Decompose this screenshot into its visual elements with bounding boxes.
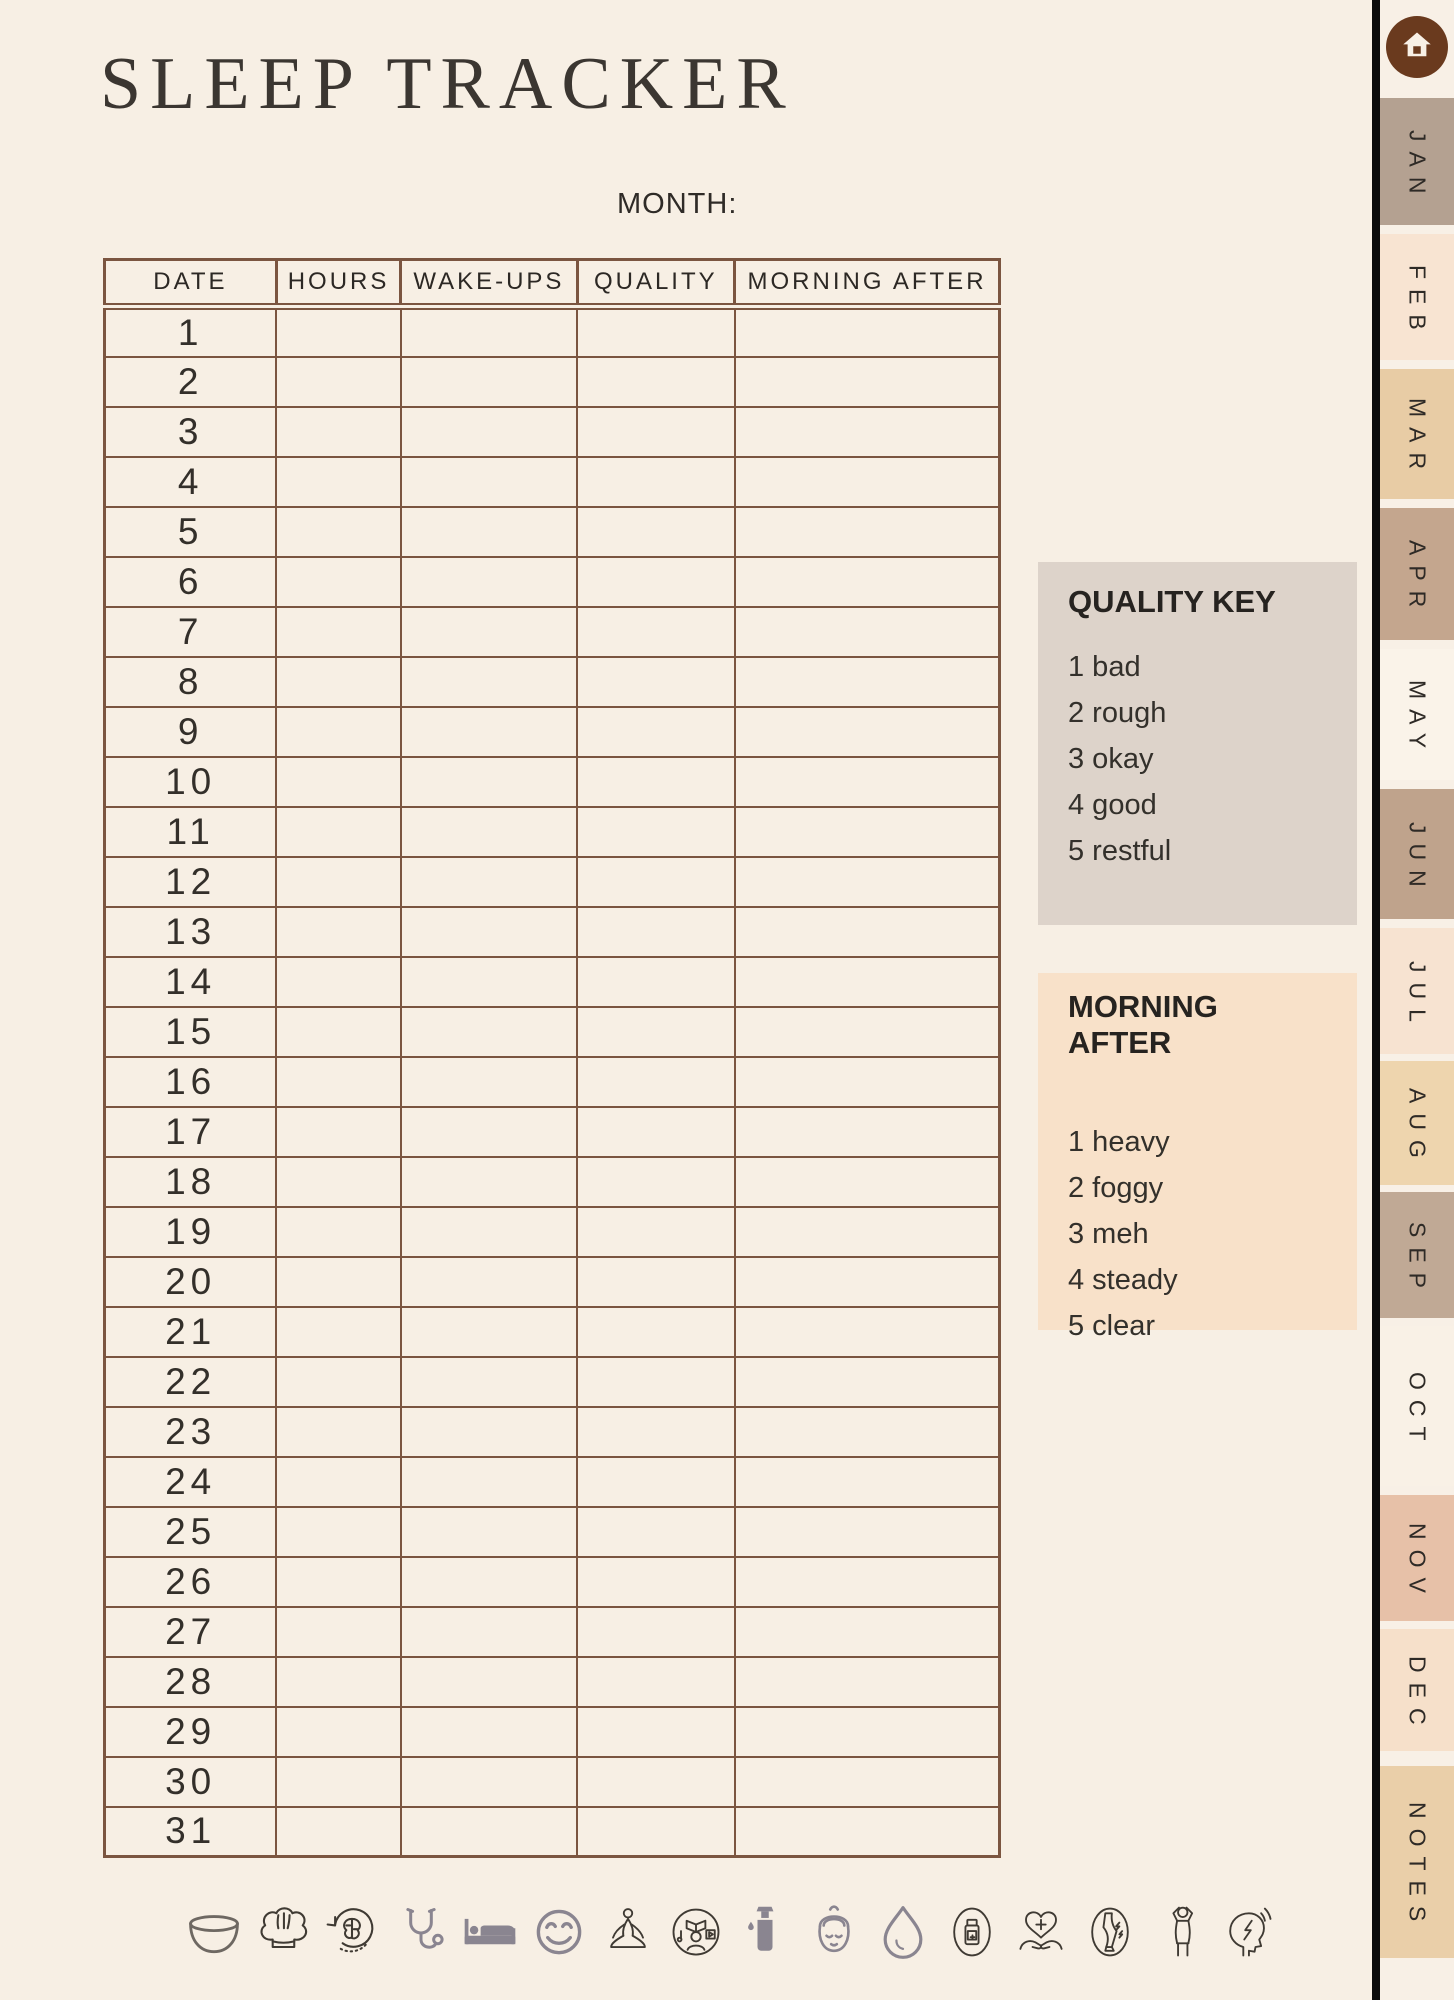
hours-cell[interactable] [276, 1507, 400, 1557]
hours-cell[interactable] [276, 757, 400, 807]
wakeups-cell[interactable] [401, 657, 577, 707]
wakeups-cell[interactable] [401, 1807, 577, 1857]
date-cell: 8 [105, 657, 277, 707]
tab-label: OCT [1404, 1371, 1431, 1451]
head-lightning-icon[interactable] [1217, 1899, 1279, 1965]
date-cell: 20 [105, 1257, 277, 1307]
hours-cell[interactable] [276, 1707, 400, 1757]
morning-after-cell[interactable] [735, 1557, 1000, 1607]
bed-icon[interactable] [459, 1899, 521, 1965]
col-header-date: DATE [105, 260, 277, 307]
hours-cell[interactable] [276, 557, 400, 607]
quality-cell[interactable] [577, 857, 735, 907]
date-cell: 13 [105, 907, 277, 957]
quality-key-item: 4 good [1068, 789, 1157, 821]
sidebar-tab-apr[interactable] [1380, 508, 1454, 640]
quality-cell[interactable] [577, 1057, 735, 1107]
tab-label: SEP [1404, 1221, 1431, 1299]
sidebar-tab-notes[interactable] [1380, 1766, 1454, 1958]
hours-cell[interactable] [276, 1157, 400, 1207]
quality-cell[interactable] [577, 1207, 735, 1257]
quality-cell[interactable] [577, 1807, 735, 1857]
wakeups-cell[interactable] [401, 1057, 577, 1107]
quality-cell[interactable] [577, 1707, 735, 1757]
hours-cell[interactable] [276, 857, 400, 907]
table-row [105, 957, 1000, 1007]
hours-cell[interactable] [276, 1357, 400, 1407]
hours-cell[interactable] [276, 1807, 400, 1857]
hours-cell[interactable] [276, 1107, 400, 1157]
quality-cell[interactable] [577, 607, 735, 657]
table-row [105, 357, 1000, 407]
col-header-wakeups: WAKE-UPS [401, 260, 577, 307]
table-row [105, 757, 1000, 807]
serum-dropper-icon[interactable] [734, 1899, 796, 1965]
morning-after-cell[interactable] [735, 1807, 1000, 1857]
quality-cell[interactable] [577, 657, 735, 707]
table-row [105, 1307, 1000, 1357]
table-row [105, 1757, 1000, 1807]
wakeups-cell[interactable] [401, 407, 577, 457]
date-cell: 16 [105, 1057, 277, 1107]
morning-after-cell[interactable] [735, 1407, 1000, 1457]
morning-after-cell[interactable] [735, 1207, 1000, 1257]
sidebar-tab-oct[interactable] [1380, 1326, 1454, 1486]
hours-cell[interactable] [276, 407, 400, 457]
wakeups-cell[interactable] [401, 907, 577, 957]
wakeups-cell[interactable] [401, 1107, 577, 1157]
wakeups-cell[interactable] [401, 1407, 577, 1457]
quality-cell[interactable] [577, 407, 735, 457]
date-cell: 14 [105, 957, 277, 1007]
date-cell: 18 [105, 1157, 277, 1207]
tab-label: FEB [1404, 264, 1431, 340]
quality-cell[interactable] [577, 907, 735, 957]
spa-face-icon[interactable] [803, 1899, 865, 1965]
table-row [105, 1257, 1000, 1307]
date-cell: 27 [105, 1607, 277, 1657]
quality-cell[interactable] [577, 507, 735, 557]
table-row [105, 1207, 1000, 1257]
wakeups-cell[interactable] [401, 957, 577, 1007]
wellness-media-icon[interactable] [665, 1899, 727, 1965]
sidebar-tab-feb[interactable] [1380, 234, 1454, 360]
morning-after-cell[interactable] [735, 657, 1000, 707]
morning-after-cell[interactable] [735, 607, 1000, 657]
table-row [105, 1407, 1000, 1457]
sleep-table-body [105, 307, 1000, 1857]
leg-pain-icon[interactable] [1079, 1899, 1141, 1965]
quality-key-item: 3 okay [1068, 743, 1154, 775]
wakeups-cell[interactable] [401, 1457, 577, 1507]
sidebar-tab-jan[interactable] [1380, 98, 1454, 225]
morning-after-cell[interactable] [735, 557, 1000, 607]
hours-cell[interactable] [276, 1657, 400, 1707]
hours-cell[interactable] [276, 1757, 400, 1807]
wakeups-cell[interactable] [401, 707, 577, 757]
date-cell: 4 [105, 457, 277, 507]
morning-after-cell[interactable] [735, 957, 1000, 1007]
tab-label: AUG [1404, 1088, 1431, 1168]
quality-cell[interactable] [577, 307, 735, 357]
quality-cell[interactable] [577, 1307, 735, 1357]
date-cell: 12 [105, 857, 277, 907]
hours-cell[interactable] [276, 607, 400, 657]
date-cell: 9 [105, 707, 277, 757]
col-header-hours: HOURS [276, 260, 400, 307]
quality-cell[interactable] [577, 1257, 735, 1307]
hours-cell[interactable] [276, 1057, 400, 1107]
quality-cell[interactable] [577, 807, 735, 857]
home-icon [1397, 25, 1437, 70]
wakeups-cell[interactable] [401, 1707, 577, 1757]
water-drop-icon[interactable] [872, 1899, 934, 1965]
morning-after-cell[interactable] [735, 1707, 1000, 1757]
wakeups-cell[interactable] [401, 1157, 577, 1207]
wakeups-cell[interactable] [401, 1557, 577, 1607]
quality-cell[interactable] [577, 757, 735, 807]
table-row [105, 907, 1000, 957]
morning-after-key-item: 4 steady [1068, 1264, 1178, 1296]
morning-after-key-item: 3 meh [1068, 1218, 1149, 1250]
morning-after-cell[interactable] [735, 807, 1000, 857]
morning-after-cell[interactable] [735, 507, 1000, 557]
col-header-quality: QUALITY [577, 260, 735, 307]
table-row [105, 1657, 1000, 1707]
table-row [105, 1807, 1000, 1857]
tab-label: APR [1404, 540, 1431, 618]
sleep-table-header [105, 260, 1000, 307]
morning-after-cell[interactable] [735, 1507, 1000, 1557]
hours-cell[interactable] [276, 707, 400, 757]
quality-key-item: 5 restful [1068, 835, 1172, 867]
hours-cell[interactable] [276, 1407, 400, 1457]
wakeups-cell[interactable] [401, 1757, 577, 1807]
table-row [105, 1357, 1000, 1407]
morning-after-key-item: 1 heavy [1068, 1126, 1170, 1158]
wakeups-cell[interactable] [401, 607, 577, 657]
table-row [105, 1107, 1000, 1157]
quality-cell[interactable] [577, 1557, 735, 1607]
wakeups-cell[interactable] [401, 1657, 577, 1707]
tab-label: NOV [1404, 1523, 1431, 1603]
morning-after-key-item: 5 clear [1068, 1310, 1156, 1342]
bowl-icon[interactable] [183, 1899, 245, 1965]
morning-after-cell[interactable] [735, 407, 1000, 457]
morning-after-cell[interactable] [735, 1607, 1000, 1657]
table-row [105, 407, 1000, 457]
wakeups-cell[interactable] [401, 1007, 577, 1057]
wakeups-cell[interactable] [401, 1507, 577, 1557]
date-cell: 26 [105, 1557, 277, 1607]
morning-after-key-items [1068, 1119, 1327, 1349]
hours-cell[interactable] [276, 807, 400, 857]
date-cell: 30 [105, 1757, 277, 1807]
morning-after-cell[interactable] [735, 1007, 1000, 1057]
table-row [105, 1057, 1000, 1107]
morning-after-cell[interactable] [735, 757, 1000, 807]
morning-after-cell[interactable] [735, 1307, 1000, 1357]
morning-after-cell[interactable] [735, 707, 1000, 757]
sidebar-tab-jul[interactable] [1380, 928, 1454, 1054]
table-row [105, 1707, 1000, 1757]
date-cell: 17 [105, 1107, 277, 1157]
morning-after-cell[interactable] [735, 1057, 1000, 1107]
date-cell: 3 [105, 407, 277, 457]
wakeups-cell[interactable] [401, 1307, 577, 1357]
meditation-icon[interactable] [597, 1899, 659, 1965]
date-cell: 19 [105, 1207, 277, 1257]
date-cell: 6 [105, 557, 277, 607]
table-row [105, 457, 1000, 507]
date-cell: 15 [105, 1007, 277, 1057]
morning-after-cell[interactable] [735, 307, 1000, 357]
quality-key-item: 2 rough [1068, 697, 1167, 729]
date-cell: 5 [105, 507, 277, 557]
sidebar-tab-nov[interactable] [1380, 1495, 1454, 1621]
stretching-icon[interactable] [1148, 1899, 1210, 1965]
tab-label: NOTES [1404, 1802, 1431, 1932]
date-cell: 29 [105, 1707, 277, 1757]
quality-cell[interactable] [577, 1107, 735, 1157]
table-row [105, 1607, 1000, 1657]
morning-after-key-title: MORNING AFTER [1068, 989, 1218, 1060]
table-row [105, 857, 1000, 907]
wakeups-cell[interactable] [401, 1257, 577, 1307]
table-row [105, 607, 1000, 657]
date-cell: 31 [105, 1807, 277, 1857]
tab-label: DEC [1404, 1655, 1431, 1735]
brain-refresh-icon[interactable] [321, 1899, 383, 1965]
hours-cell[interactable] [276, 507, 400, 557]
wakeups-cell[interactable] [401, 857, 577, 907]
morning-after-cell[interactable] [735, 357, 1000, 407]
wakeups-cell[interactable] [401, 307, 577, 357]
tab-label: JUL [1404, 960, 1431, 1032]
quality-cell[interactable] [577, 357, 735, 407]
quality-key-title: QUALITY KEY [1068, 584, 1276, 619]
sidebar-tab-mar[interactable] [1380, 369, 1454, 499]
table-row [105, 807, 1000, 857]
table-row [105, 1507, 1000, 1557]
hours-cell[interactable] [276, 957, 400, 1007]
quality-cell[interactable] [577, 1357, 735, 1407]
wakeups-cell[interactable] [401, 507, 577, 557]
date-cell: 11 [105, 807, 277, 857]
quality-cell[interactable] [577, 1407, 735, 1457]
hours-cell[interactable] [276, 907, 400, 957]
hours-cell[interactable] [276, 1307, 400, 1357]
sidebar-divider [1372, 0, 1380, 2000]
morning-after-cell[interactable] [735, 907, 1000, 957]
tab-label: MAR [1404, 398, 1431, 480]
wakeups-cell[interactable] [401, 357, 577, 407]
month-label: MONTH: [617, 188, 738, 220]
wakeups-cell[interactable] [401, 1207, 577, 1257]
wakeups-cell[interactable] [401, 757, 577, 807]
date-cell: 25 [105, 1507, 277, 1557]
quality-cell[interactable] [577, 1657, 735, 1707]
wakeups-cell[interactable] [401, 1607, 577, 1657]
date-cell: 2 [105, 357, 277, 407]
smiley-icon[interactable] [528, 1899, 590, 1965]
hours-cell[interactable] [276, 1207, 400, 1257]
sidebar-tab-dec[interactable] [1380, 1629, 1454, 1751]
morning-after-cell[interactable] [735, 1457, 1000, 1507]
morning-after-cell[interactable] [735, 1107, 1000, 1157]
table-row [105, 707, 1000, 757]
date-cell: 28 [105, 1657, 277, 1707]
tab-label: JAN [1404, 129, 1431, 204]
page-title: SLEEP TRACKER [100, 43, 795, 125]
morning-after-key-item: 2 foggy [1068, 1172, 1164, 1204]
quality-key-item: 1 bad [1068, 651, 1141, 683]
date-cell: 23 [105, 1407, 277, 1457]
hours-cell[interactable] [276, 457, 400, 507]
morning-after-cell[interactable] [735, 1357, 1000, 1407]
quality-cell[interactable] [577, 1757, 735, 1807]
footer-icon-row [183, 1894, 1279, 1970]
quality-cell[interactable] [577, 457, 735, 507]
quality-cell[interactable] [577, 1507, 735, 1557]
wakeups-cell[interactable] [401, 557, 577, 607]
table-row [105, 507, 1000, 557]
quality-cell[interactable] [577, 1157, 735, 1207]
table-row [105, 657, 1000, 707]
tab-label: JUN [1404, 821, 1431, 897]
sidebar-tab-jun[interactable] [1380, 789, 1454, 919]
morning-after-cell[interactable] [735, 1257, 1000, 1307]
month-sidebar [1380, 0, 1454, 2000]
table-row [105, 307, 1000, 357]
quality-cell[interactable] [577, 1457, 735, 1507]
tab-label: MAY [1404, 680, 1431, 759]
hours-cell[interactable] [276, 357, 400, 407]
hours-cell[interactable] [276, 1007, 400, 1057]
sidebar-tab-aug[interactable] [1380, 1061, 1454, 1185]
table-row [105, 1557, 1000, 1607]
quality-cell[interactable] [577, 707, 735, 757]
morning-after-cell[interactable] [735, 457, 1000, 507]
chef-hat-icon[interactable] [252, 1899, 314, 1965]
morning-after-key-box [1038, 973, 1357, 1342]
morning-after-cell[interactable] [735, 1657, 1000, 1707]
sidebar-tab-sep[interactable] [1380, 1192, 1454, 1318]
quality-cell[interactable] [577, 1607, 735, 1657]
table-row [105, 1007, 1000, 1057]
hours-cell[interactable] [276, 1557, 400, 1607]
date-cell: 22 [105, 1357, 277, 1407]
sleep-table [103, 258, 1001, 1858]
wakeups-cell[interactable] [401, 807, 577, 857]
hours-cell[interactable] [276, 657, 400, 707]
wakeups-cell[interactable] [401, 457, 577, 507]
table-row [105, 557, 1000, 607]
quality-cell[interactable] [577, 557, 735, 607]
quality-key-box [1038, 562, 1357, 925]
col-header-morning-after: MORNING AFTER [735, 260, 1000, 307]
home-button[interactable] [1386, 16, 1448, 78]
quality-cell[interactable] [577, 1007, 735, 1057]
sidebar-tab-may[interactable] [1380, 649, 1454, 780]
date-cell: 1 [105, 307, 277, 357]
morning-after-cell[interactable] [735, 1757, 1000, 1807]
morning-after-cell[interactable] [735, 857, 1000, 907]
date-cell: 10 [105, 757, 277, 807]
header-row [105, 260, 1000, 307]
date-cell: 24 [105, 1457, 277, 1507]
hours-cell[interactable] [276, 307, 400, 357]
supplements-icon[interactable] [941, 1899, 1003, 1965]
stethoscope-icon[interactable] [390, 1899, 452, 1965]
morning-after-cell[interactable] [735, 1157, 1000, 1207]
wakeups-cell[interactable] [401, 1357, 577, 1407]
table-row [105, 1157, 1000, 1207]
date-cell: 21 [105, 1307, 277, 1357]
table-row [105, 1457, 1000, 1507]
quality-key-items [1068, 644, 1327, 874]
date-cell: 7 [105, 607, 277, 657]
hours-cell[interactable] [276, 1457, 400, 1507]
heart-hands-icon[interactable] [1010, 1899, 1072, 1965]
hours-cell[interactable] [276, 1257, 400, 1307]
hours-cell[interactable] [276, 1607, 400, 1657]
quality-cell[interactable] [577, 957, 735, 1007]
